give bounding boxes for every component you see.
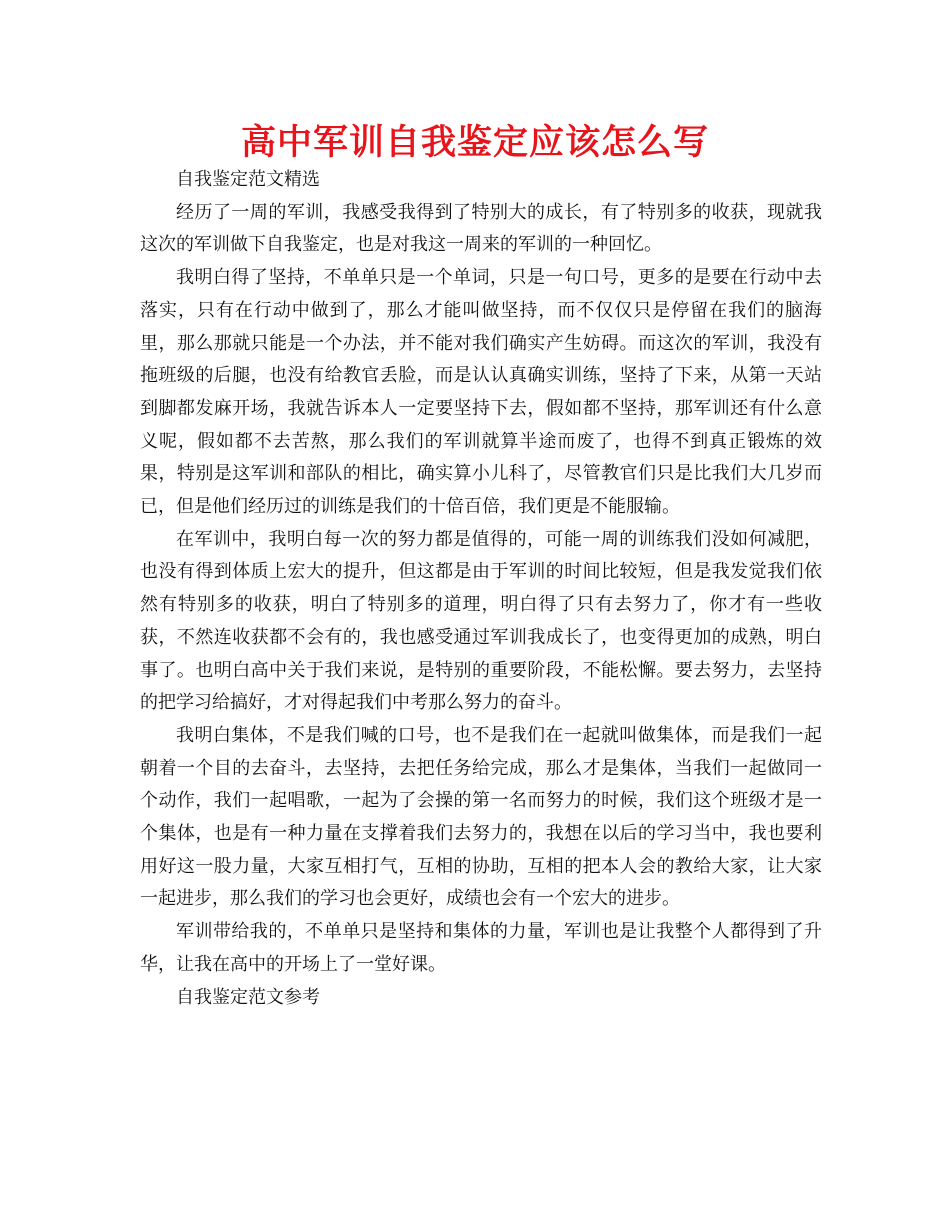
paragraph-perseverance: 我明白得了坚持，不单单只是一个单词，只是一句口号，更多的是要在行动中去落实，只有在行动中做到了，那么才能叫做坚持，而不仅仅只是停留在我们的脑海里，那么那就只能是一个办法，并不能对我们确实产生妨碍。而这次的军训，我没有拖班级的后腿，也没有给教官丢脸，而是认认真确实训练，坚持了下来，从第一天站到脚都发麻开场，我就告诉本人一定要坚持下去，假如都不坚持，那军训还有什么意义呢，假如都不去苦熬，那么我们的军训就算半途而废了，也得不到真正锻炼的效果，特别是这军训和部队的相比，确实算小儿科了，尽管教官们只是比我们大几岁而已，但是他们经历过的训练是我们的十倍百倍，我们更是不能服输。 xyxy=(140,267,822,518)
document-body xyxy=(140,164,822,1014)
paragraph-subtitle-reference: 自我鉴定范文参考 xyxy=(176,986,320,1008)
paragraph-collective: 我明白集体，不是我们喊的口号，也不是我们在一起就叫做集体，而是我们一起朝着一个目的去奋斗，去坚持，去把任务给完成，那么才是集体，当我们一起做同一个动作，我们一起唱歌，一起为了会操的第一名而努力的时候，我们这个班级才是一个集体，也是有一种力量在支撑着我们去努力的，我想在以后的学习当中，我也要利用好这一股力量，大家互相打气，互相的协助，互相的把本人会的教给大家，让大家一起进步，那么我们的学习也会更好，成绩也会有一个宏大的进步。 xyxy=(140,724,822,910)
paragraph-summary: 军训带给我的，不单单只是坚持和集体的力量，军训也是让我整个人都得到了升华，让我在高中的开场上了一堂好课。 xyxy=(140,921,822,975)
document-title: 高中军训自我鉴定应该怎么写 xyxy=(240,122,709,163)
paragraph-effort: 在军训中，我明白每一次的努力都是值得的，可能一周的训练我们没如何减肥，也没有得到体质上宏大的提升，但这都是由于军训的时间比较短，但是我发觉我们依然有特别多的收获，明白了特别多的道理，明白得了只有去努力了，你才有一些收获，不然连收获都不会有的，我也感受通过军训我成长了，也变得更加的成熟，明白事了。也明白高中关于我们来说，是特别的重要阶段，不能松懈。要去努力，去坚持的把学习给搞好，才对得起我们中考那么努力的奋斗。 xyxy=(140,528,822,714)
paragraph-subtitle-selected: 自我鉴定范文精选 xyxy=(176,169,320,190)
paragraph-intro: 经历了一周的军训，我感受我得到了特别大的成长，有了特别多的收获，现就我这次的军训做下自我鉴定，也是对我这一周来的军训的一种回忆。 xyxy=(140,201,822,256)
